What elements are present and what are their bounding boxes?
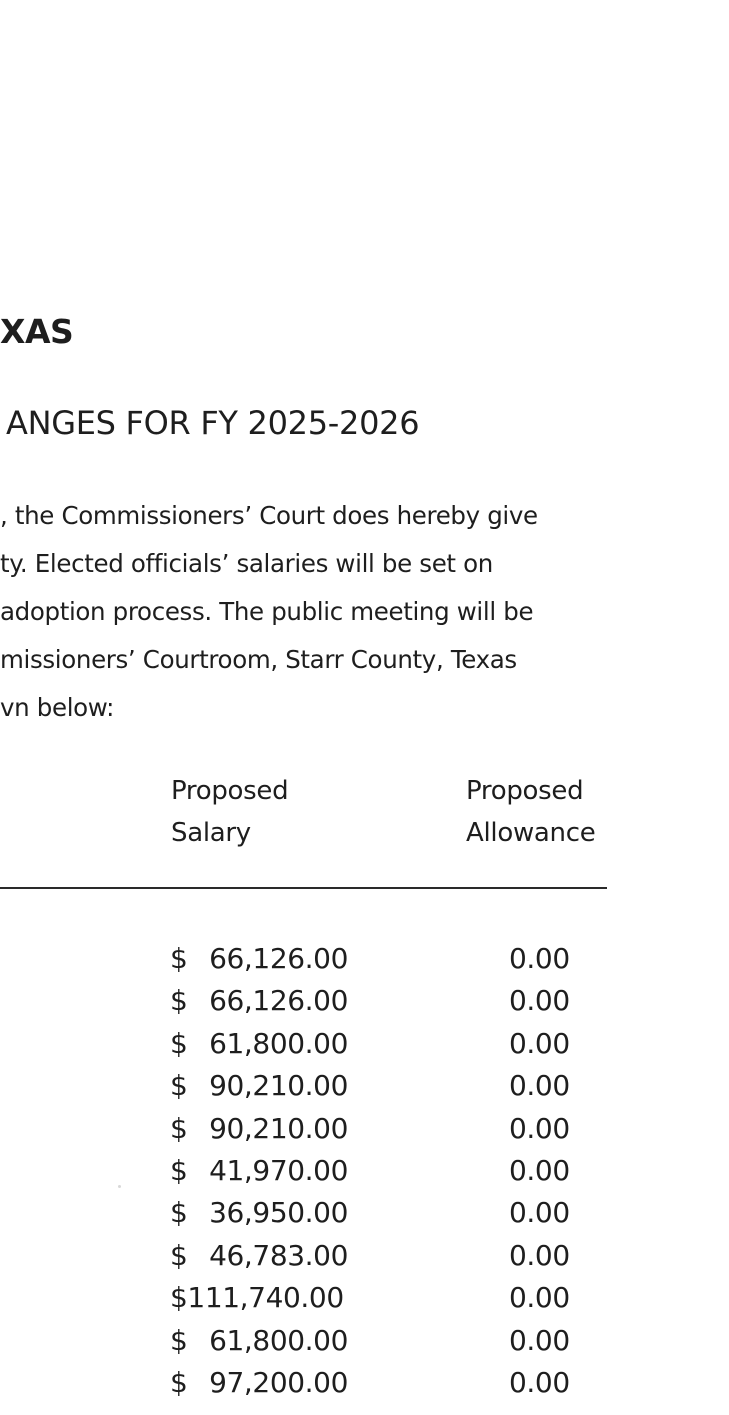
allowance-cell: 0.00 xyxy=(509,942,570,975)
table-row xyxy=(0,1192,729,1234)
currency-symbol: $ xyxy=(170,1153,188,1187)
salary-cell xyxy=(170,1150,348,1192)
table-row xyxy=(0,1023,729,1065)
salary-header-line: Proposed xyxy=(171,776,289,806)
currency-symbol: $ xyxy=(170,1196,188,1230)
table-row xyxy=(0,1108,729,1150)
salary-amount: 66,126.00 xyxy=(209,942,348,975)
currency-symbol: $ xyxy=(170,1281,188,1315)
salary-cell xyxy=(170,1320,348,1362)
currency-symbol: $ xyxy=(170,1026,188,1060)
allowance-header-line: Proposed xyxy=(466,776,584,806)
allowance-cell: 0.00 xyxy=(509,1069,570,1103)
currency-symbol: $ xyxy=(170,1238,188,1272)
salary-amount: 41,970.00 xyxy=(209,1153,348,1187)
allowance-header-line: Allowance xyxy=(466,818,596,848)
salary-column-header xyxy=(171,770,288,854)
salary-amount: 61,800.00 xyxy=(209,1323,348,1357)
table-row xyxy=(0,1362,729,1404)
paragraph-line: , the Commissioners’ Court does hereby give xyxy=(0,501,538,530)
document-heading: XAS xyxy=(0,312,74,351)
allowance-cell: 0.00 xyxy=(509,1153,570,1187)
salary-cell xyxy=(170,1192,348,1234)
table-row xyxy=(0,1277,729,1319)
allowance-cell: 0.00 xyxy=(509,984,570,1018)
allowance-cell: 0.00 xyxy=(509,1196,570,1230)
table-row xyxy=(0,1235,729,1277)
salary-cell xyxy=(170,1065,348,1107)
salary-cell xyxy=(170,1277,348,1319)
allowance-cell: 0.00 xyxy=(509,1111,570,1145)
salary-cell xyxy=(170,1362,348,1404)
allowance-cell: 0.00 xyxy=(509,1026,570,1060)
paragraph-line: adoption process. The public meeting will be xyxy=(0,597,534,626)
table-row xyxy=(0,938,729,980)
paragraph-line: missioners’ Courtroom, Starr County, Texas xyxy=(0,645,517,674)
header-divider xyxy=(0,887,607,889)
allowance-column-header xyxy=(466,770,595,854)
table-row xyxy=(0,1065,729,1107)
table-row xyxy=(0,980,729,1022)
salary-amount: 90,210.00 xyxy=(209,1111,348,1145)
document-subheading: ANGES FOR FY 2025-2026 xyxy=(6,404,420,442)
table-row xyxy=(0,1320,729,1362)
salary-cell xyxy=(170,938,348,980)
allowance-cell: 0.00 xyxy=(509,1281,570,1315)
allowance-cell: 0.00 xyxy=(509,1238,570,1272)
salary-amount: 66,126.00 xyxy=(209,984,348,1018)
salary-amount: 61,800.00 xyxy=(209,1026,348,1060)
salary-amount: 97,200.00 xyxy=(209,1365,348,1399)
paragraph-line: vn below: xyxy=(0,693,115,722)
currency-symbol: $ xyxy=(170,942,188,975)
salary-cell xyxy=(170,1235,348,1277)
table-row xyxy=(0,1150,729,1192)
salary-cell xyxy=(170,1108,348,1150)
salary-cell xyxy=(170,980,348,1022)
salary-cell xyxy=(170,1023,348,1065)
paragraph-line: ty. Elected officials’ salaries will be set on xyxy=(0,549,493,578)
currency-symbol: $ xyxy=(170,1323,188,1357)
salary-amount: 111,740.00 xyxy=(187,1281,344,1315)
salary-amount: 90,210.00 xyxy=(209,1069,348,1103)
allowance-cell: 0.00 xyxy=(509,1323,570,1357)
salary-amount: 36,950.00 xyxy=(209,1196,348,1230)
salary-table xyxy=(0,938,729,1404)
salary-amount: 46,783.00 xyxy=(209,1238,348,1272)
currency-symbol: $ xyxy=(170,1365,188,1399)
currency-symbol: $ xyxy=(170,984,188,1018)
scan-speck xyxy=(118,1185,121,1188)
notice-paragraph xyxy=(0,492,538,732)
allowance-cell: 0.00 xyxy=(509,1365,570,1399)
currency-symbol: $ xyxy=(170,1111,188,1145)
salary-header-line: Salary xyxy=(171,818,251,848)
currency-symbol: $ xyxy=(170,1069,188,1103)
